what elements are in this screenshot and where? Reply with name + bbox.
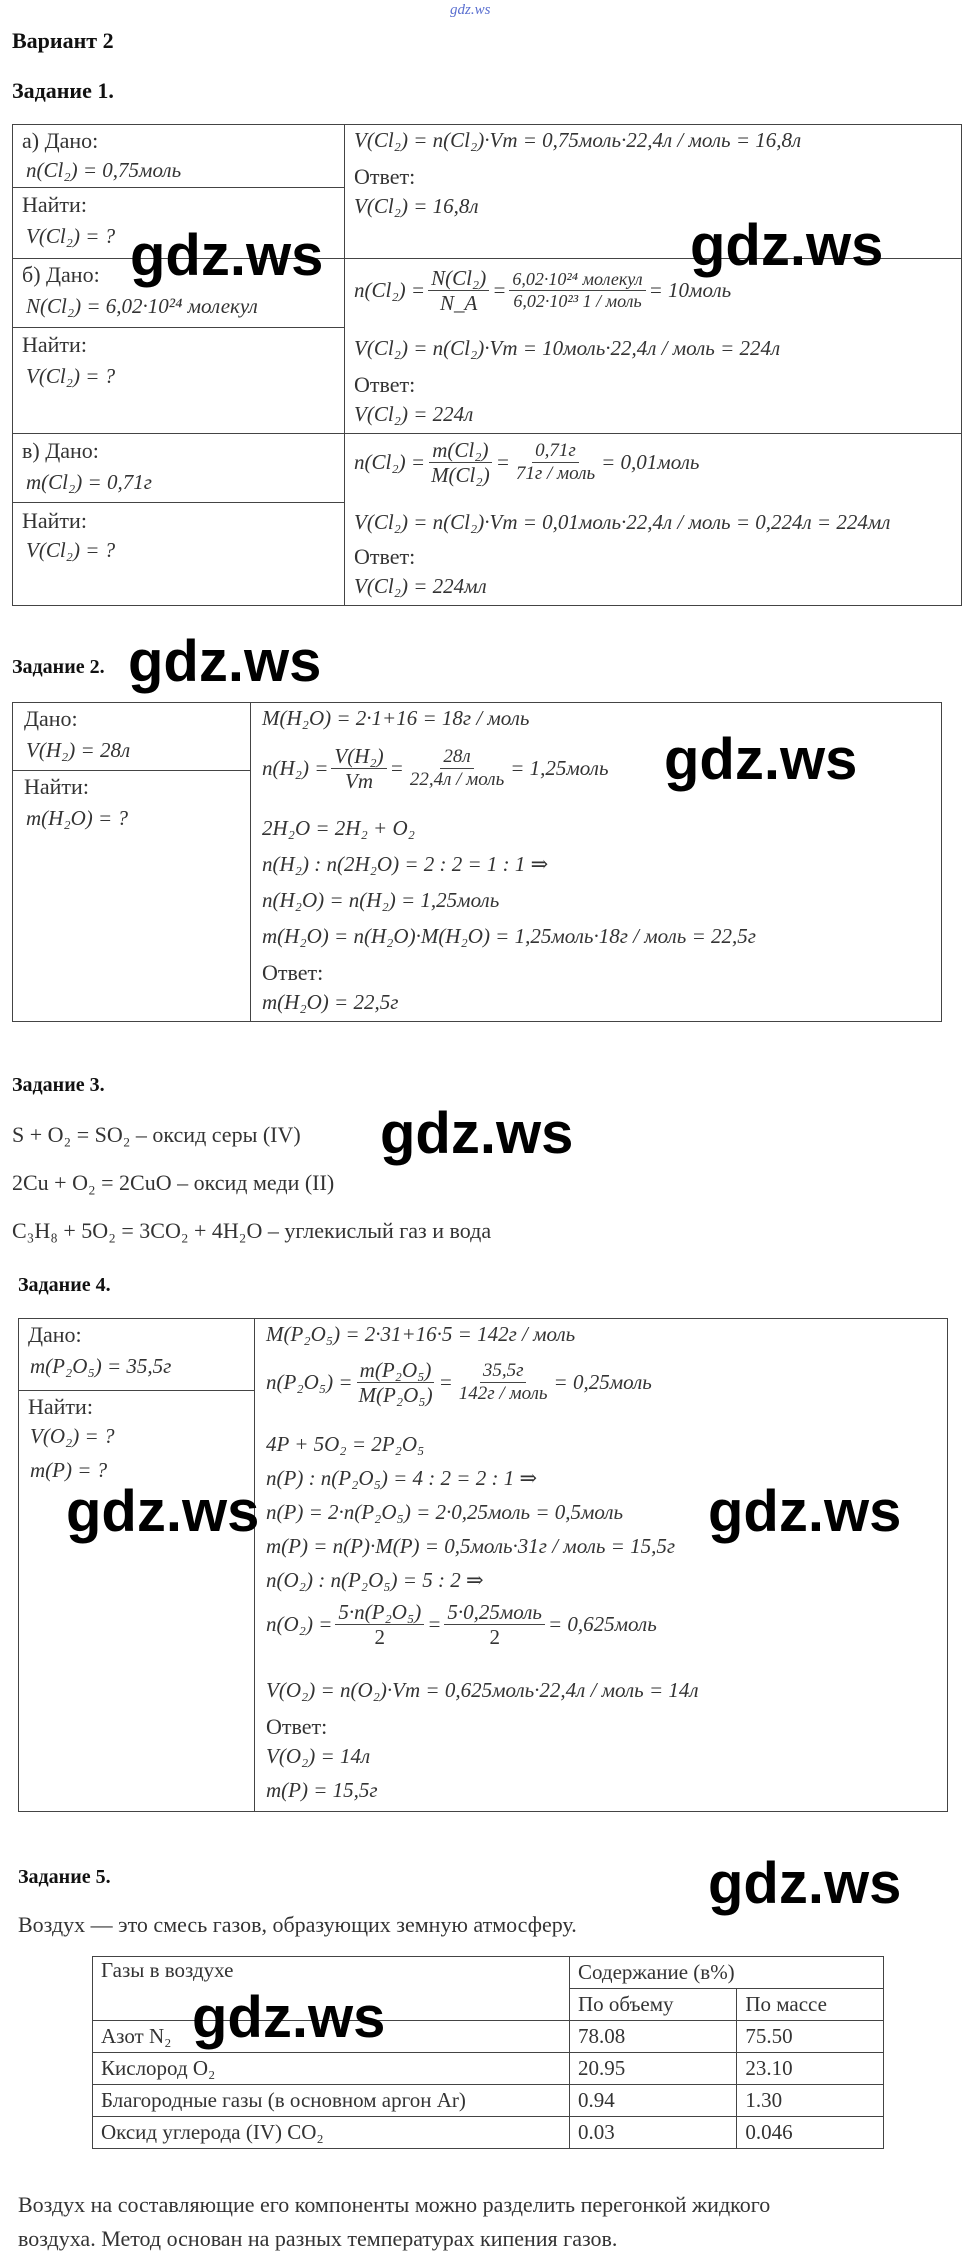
- task1-a-given: а) Дано:: [22, 128, 99, 153]
- task2-given: Дано:: [24, 706, 78, 731]
- task1-a-find: Найти:: [22, 192, 87, 217]
- task4-step3: 4P + 5O₂ = 2P₂O₅: [266, 1432, 425, 1456]
- watermark: gdz.ws: [690, 213, 884, 278]
- task4-find-value1: V(O₂) = ?: [30, 1424, 115, 1448]
- col-volume-header: По объему: [570, 1989, 737, 2021]
- task2-fraction2: $\frac{28л}{\text{22,4л / моль}}$: [409, 746, 505, 791]
- task1-a-find-value: V(Cl₂) = ?: [26, 224, 116, 248]
- task4-step7: n(O₂) : n(P₂O₅) = 5 : 2 ⇒: [266, 1568, 484, 1592]
- task4-given-value: m(P₂O₅) = 35,5г: [30, 1354, 172, 1378]
- task2-fraction1: $\frac{\text{V(H₂)}}{Vm}$: [331, 744, 386, 793]
- task4-find-value2: m(P) = ?: [30, 1458, 108, 1482]
- task2-heading: Задание 2.: [12, 656, 105, 678]
- table-row: Кислород O₂ 20.95 23.10: [93, 2053, 884, 2085]
- task1-b-result: = 10моль: [648, 278, 732, 303]
- task1-c-result: = 0,01моль: [601, 450, 700, 475]
- task5-heading: Задание 5.: [18, 1866, 111, 1888]
- task4-answer1: V(O₂) = 14л: [266, 1744, 371, 1768]
- col-mass-header: По массе: [737, 1989, 884, 2021]
- col-content-header: Содержание (в%): [570, 1957, 884, 1989]
- table-row: Азот N₂ 78.08 75.50: [93, 2021, 884, 2053]
- task1-b-lhs: n(Cl₂) =: [354, 278, 426, 303]
- watermark: gdz.ws: [708, 1479, 902, 1544]
- task4-given: Дано:: [28, 1322, 82, 1347]
- task1-c-fraction1: $\frac{\text{m(Cl₂)}}{\text{M(Cl₂)}}$: [431, 438, 490, 488]
- task1-c-solution2: V(Cl₂) = n(Cl₂)·Vm = 0,01моль·22,4л / моль = 0,224л = 224мл: [354, 510, 891, 534]
- task5-outro-line2: воздуха. Метод основан на разных температурах кипения газов.: [18, 2226, 618, 2251]
- task2-step5: n(H₂O) = n(H₂) = 1,25моль: [262, 888, 500, 912]
- task1-b-solution2: V(Cl₂) = n(Cl₂)·Vm = 10моль·22,4л / моль = 224л: [354, 336, 781, 360]
- task1-b-fraction1: $\frac{\text{N(Cl₂)}}{N\_A}$: [428, 266, 489, 315]
- task3-line1: S + O₂ = SO₂ – оксид серы (IV): [12, 1122, 301, 1147]
- task1-c-lhs: n(Cl₂) =: [354, 450, 426, 475]
- task1-c-answer: V(Cl₂) = 224мл: [354, 574, 487, 598]
- task4-fraction1: $\frac{\text{m(P₂O₅)}}{\text{M(P₂O₅)}}$: [358, 1358, 433, 1408]
- task1-b-given: б) Дано:: [22, 262, 100, 287]
- task4-fraction4: $\frac{\text{5·0,25моль}}{2}$: [444, 1600, 545, 1649]
- task4-step6: m(P) = n(P)·M(P) = 0,5моль·31г / моль = 15,5г: [266, 1534, 676, 1558]
- task2-find-value: m(H₂O) = ?: [26, 806, 128, 830]
- task2-answer: m(H₂O) = 22,5г: [262, 990, 399, 1014]
- task4-fraction3: $\frac{\text{5·n(P₂O₅)}}{2}$: [335, 1600, 424, 1649]
- task2-given-value: V(H₂) = 28л: [26, 738, 131, 762]
- task4-step2: n(P₂O₅) = $\frac{\text{m(P₂O₅)}}{\text{M(P₂O₅)}}$ = $\frac{35,5г}{\text{142г / моль}}$ = 0,25моль: [266, 1358, 652, 1408]
- watermark: gdz.ws: [66, 1479, 260, 1544]
- task1-b-formula: n(Cl₂) = $\frac{\text{N(Cl₂)}}{N\_A}$ = $\frac{\text{6,02·10²⁴ молекул}}{\text{6,02·10²³ 1 / моль}}$ = 10моль: [354, 266, 732, 316]
- watermark: gdz.ws: [130, 223, 324, 288]
- task3-line3: C₃H₈ + 5O₂ = 3CO₂ + 4H₂O – углекислый газ и вода: [12, 1218, 492, 1243]
- task3-line2: 2Cu + O₂ = 2CuO – оксид меди (II): [12, 1170, 335, 1195]
- task1-b-find: Найти:: [22, 332, 87, 357]
- watermark: gdz.ws: [128, 629, 322, 694]
- task1-b-find-value: V(Cl₂) = ?: [26, 364, 116, 388]
- table-row: Оксид углерода (IV) CO₂ 0.03 0.046: [93, 2117, 884, 2149]
- task1-b-answer-label: Ответ:: [354, 372, 416, 397]
- watermark: gdz.ws: [380, 1101, 574, 1166]
- task1-a-answer: V(Cl₂) = 16,8л: [354, 194, 479, 218]
- watermark: gdz.ws: [664, 727, 858, 792]
- task1-b-answer: V(Cl₂) = 224л: [354, 402, 474, 426]
- task4-answer-label: Ответ:: [266, 1714, 328, 1739]
- header-watermark: gdz.ws: [450, 2, 491, 18]
- task1-b-fraction2: $\frac{\text{6,02·10²⁴ молекул}}{\text{6,02·10²³ 1 / моль}}$: [509, 269, 645, 311]
- task4-heading: Задание 4.: [18, 1274, 111, 1296]
- task4-answer2: m(P) = 15,5г: [266, 1778, 378, 1802]
- task2-find: Найти:: [24, 774, 89, 799]
- task2-step2: n(H₂) = $\frac{\text{V(H₂)}}{Vm}$ = $\frac{28л}{\text{22,4л / моль}}$ = 1,25моль: [262, 744, 609, 794]
- task2-answer-label: Ответ:: [262, 960, 324, 985]
- task1-c-given: в) Дано:: [22, 438, 99, 463]
- watermark: gdz.ws: [708, 1851, 902, 1916]
- task1-a-value: n(Cl₂) = 0,75моль: [26, 158, 182, 182]
- task1-heading: Задание 1.: [12, 78, 114, 103]
- task2-step1: M(H₂O) = 2·1+16 = 18г / моль: [262, 706, 530, 730]
- task4-fraction2: $\frac{35,5г}{\text{142г / моль}}$: [458, 1360, 548, 1405]
- task3-heading: Задание 3.: [12, 1074, 105, 1096]
- task2-step4: n(H₂) : n(2H₂O) = 2 : 2 = 1 : 1 ⇒: [262, 852, 549, 876]
- task4-find: Найти:: [28, 1394, 93, 1419]
- task1-c-answer-label: Ответ:: [354, 544, 416, 569]
- task4-step5: n(P) = 2·n(P₂O₅) = 2·0,25моль = 0,5моль: [266, 1500, 624, 1524]
- page-title: Вариант 2: [12, 28, 114, 53]
- task4-step8: n(O₂) = $\frac{\text{5·n(P₂O₅)}}{2}$ = $\frac{\text{5·0,25моль}}{2}$ = 0,625моль: [266, 1600, 657, 1650]
- task5-outro-line1: Воздух на составляющие его компоненты можно разделить перегонкой жидкого: [18, 2192, 771, 2217]
- task1-a-solution: V(Cl₂) = n(Cl₂)·Vm = 0,75моль·22,4л / моль = 16,8л: [354, 128, 802, 152]
- task4-step1: M(P₂O₅) = 2·31+16·5 = 142г / моль: [266, 1322, 576, 1346]
- task1-c-value: m(Cl₂) = 0,71г: [26, 470, 152, 494]
- task1-c-fraction2: $\frac{0,71г}{\text{71г / моль}}$: [515, 440, 596, 485]
- task2-step3: 2H₂O = 2H₂ + O₂: [262, 816, 415, 840]
- task1-a-answer-label: Ответ:: [354, 164, 416, 189]
- task1-c-formula: n(Cl₂) = $\frac{\text{m(Cl₂)}}{\text{M(Cl₂)}}$ = $\frac{0,71г}{\text{71г / моль}}$ = 0,01моль: [354, 438, 700, 488]
- task2-step6: m(H₂O) = n(H₂O)·M(H₂O) = 1,25моль·18г / моль = 22,5г: [262, 924, 756, 948]
- table-row: Благородные газы (в основном аргон Ar) 0.94 1.30: [93, 2085, 884, 2117]
- task1-c-find: Найти:: [22, 508, 87, 533]
- task1-b-value: N(Cl₂) = 6,02·10²⁴ молекул: [26, 294, 258, 318]
- task1-c-find-value: V(Cl₂) = ?: [26, 538, 116, 562]
- task4-step9: V(O₂) = n(O₂)·Vm = 0,625моль·22,4л / моль = 14л: [266, 1678, 699, 1702]
- watermark: gdz.ws: [192, 1985, 386, 2050]
- task4-step4: n(P) : n(P₂O₅) = 4 : 2 = 2 : 1 ⇒: [266, 1466, 538, 1490]
- col-gas-header: Газы в воздухе: [93, 1957, 570, 2021]
- task5-intro: Воздух — это смесь газов, образующих земную атмосферу.: [18, 1912, 577, 1937]
